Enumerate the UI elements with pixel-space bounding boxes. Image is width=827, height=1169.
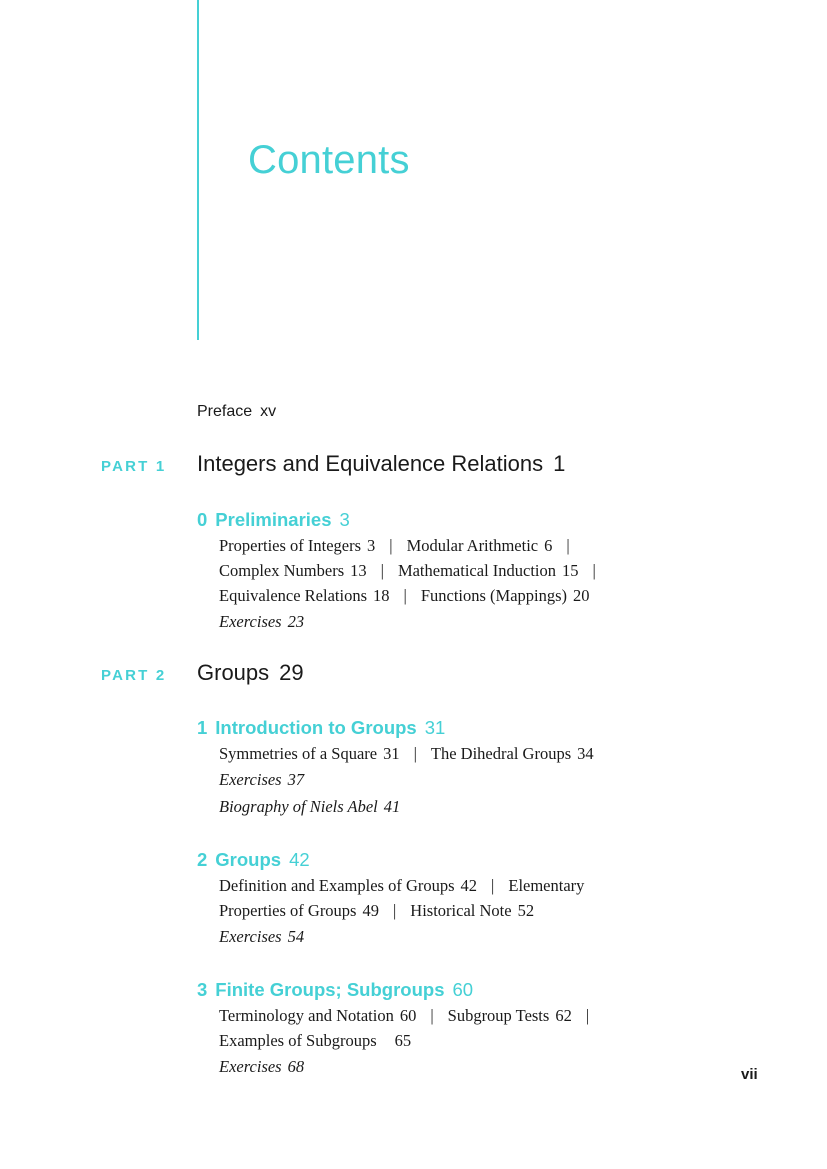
chapter-1	[197, 715, 594, 820]
entry-title: Complex Numbers	[219, 561, 345, 580]
toc-entry[interactable]	[219, 586, 390, 605]
toc-line	[219, 873, 584, 898]
toc-entry[interactable]	[398, 561, 579, 580]
part-2-title[interactable]	[197, 660, 304, 686]
entry-page: 60	[399, 1006, 417, 1025]
entry-title: Historical Note	[410, 901, 512, 920]
entry-title: Exercises	[219, 927, 282, 946]
chapter-page: 3	[339, 509, 350, 530]
entry-title: Exercises	[219, 1057, 282, 1076]
exercises-entry[interactable]	[219, 612, 304, 631]
chapter-title: Introduction to Groups	[215, 717, 417, 738]
entry-title: Exercises	[219, 770, 282, 789]
part-1-title-text: Integers and Equivalence Relations	[197, 451, 544, 476]
separator: |	[413, 744, 417, 763]
chapter-2-heading[interactable]	[197, 847, 584, 873]
entry-page: 34	[577, 744, 594, 763]
toc-entry[interactable]	[407, 536, 553, 555]
entry-page: 65	[394, 1031, 412, 1050]
entry-page: 15	[562, 561, 579, 580]
preface-page: xv	[260, 403, 277, 420]
entry-page: 37	[287, 770, 305, 789]
chapter-1-entries	[197, 741, 594, 820]
toc-entry[interactable]	[219, 536, 375, 555]
toc-entry[interactable]	[219, 1006, 416, 1025]
toc-entry[interactable]	[219, 561, 367, 580]
toc-line-italic	[219, 608, 610, 635]
entry-title: Functions (Mappings)	[420, 586, 568, 605]
entry-title: Biography of Niels Abel	[219, 797, 378, 816]
part-2-page: 29	[279, 660, 304, 685]
chapter-0-entries	[197, 533, 610, 635]
entry-page: 13	[350, 561, 367, 580]
toc-entry[interactable]	[219, 1031, 411, 1050]
toc-line	[219, 533, 610, 558]
entry-title: Properties of Integers	[219, 536, 362, 555]
entry-page: 62	[555, 1006, 572, 1025]
part-2-title-text: Groups	[197, 660, 270, 685]
entry-page: 20	[573, 586, 590, 605]
chapter-3-heading[interactable]	[197, 977, 603, 1003]
entry-page: 68	[287, 1057, 305, 1076]
entry-title: Elementary	[508, 876, 585, 895]
toc-line-italic	[219, 766, 594, 793]
toc-entry[interactable]	[421, 586, 590, 605]
toc-entry[interactable]	[219, 876, 477, 895]
entry-page: 42	[460, 876, 478, 895]
toc-line	[219, 898, 584, 923]
toc-entry[interactable]	[448, 1006, 572, 1025]
entry-page: 18	[373, 586, 390, 605]
chapter-number: 2	[197, 849, 208, 870]
exercises-entry[interactable]	[219, 770, 304, 789]
part-2-label: PART 2	[101, 667, 167, 684]
chapter-page: 42	[289, 849, 310, 870]
entry-page: 49	[362, 901, 379, 920]
separator: |	[403, 586, 407, 605]
page-title: Contents	[248, 138, 410, 182]
entry-title: Modular Arithmetic	[406, 536, 539, 555]
separator: |	[491, 876, 495, 895]
exercises-entry[interactable]	[219, 1057, 304, 1076]
entry-title: Symmetries of a Square	[219, 744, 378, 763]
toc-entry[interactable]	[219, 901, 379, 920]
chapter-page: 31	[424, 717, 446, 738]
chapter-2	[197, 847, 584, 950]
entry-page: 31	[383, 744, 400, 763]
accent-vertical-rule	[197, 0, 199, 340]
toc-line	[219, 741, 594, 766]
preface-entry[interactable]	[197, 403, 276, 421]
toc-line-italic	[219, 793, 594, 820]
toc-line-italic	[219, 1053, 603, 1080]
toc-line	[219, 1028, 603, 1053]
chapter-3	[197, 977, 603, 1080]
chapter-title: Preliminaries	[215, 509, 332, 530]
chapter-page: 60	[452, 979, 474, 1000]
entry-title: Terminology and Notation	[219, 1006, 394, 1025]
entry-page: 52	[517, 901, 535, 920]
toc-line	[219, 583, 610, 608]
entry-title: Definition and Examples of Groups	[219, 876, 455, 895]
biography-entry[interactable]	[219, 797, 400, 816]
entry-page: 41	[383, 797, 401, 816]
toc-entry[interactable]	[219, 744, 400, 763]
chapter-2-entries	[197, 873, 584, 950]
chapter-number: 1	[197, 717, 208, 738]
separator: |	[392, 901, 397, 920]
chapter-title: Groups	[215, 849, 282, 870]
preface-label: Preface	[197, 403, 253, 420]
entry-page: 54	[287, 927, 305, 946]
chapter-0-heading[interactable]	[197, 507, 610, 533]
chapter-number: 0	[197, 509, 208, 530]
entry-title: Examples of Subgroups	[219, 1031, 377, 1050]
separator: |	[389, 536, 393, 555]
entry-title: Equivalence Relations	[219, 586, 367, 605]
chapter-title: Finite Groups; Subgroups	[215, 979, 445, 1000]
chapter-3-entries	[197, 1003, 603, 1080]
toc-line	[219, 558, 610, 583]
chapter-number: 3	[197, 979, 208, 1000]
toc-line	[219, 1003, 603, 1028]
toc-entry[interactable]	[431, 744, 594, 763]
part-1-title[interactable]	[197, 451, 565, 477]
entry-title: Mathematical Induction	[397, 561, 557, 580]
separator: |	[585, 1006, 590, 1025]
exercises-entry[interactable]	[219, 927, 304, 946]
page-number: vii	[741, 1066, 758, 1083]
entry-page: 3	[367, 536, 376, 555]
toc-entry[interactable]	[410, 901, 534, 920]
entry-page: 23	[287, 612, 305, 631]
part-1-label: PART 1	[101, 458, 167, 475]
separator: |	[430, 1006, 434, 1025]
entry-title: Properties of Groups	[219, 901, 357, 920]
part-1-page: 1	[553, 451, 566, 476]
entry-page: 6	[544, 536, 553, 555]
chapter-1-heading[interactable]	[197, 715, 594, 741]
separator: |	[592, 561, 596, 580]
separator: |	[566, 536, 570, 555]
entry-title: Exercises	[219, 612, 282, 631]
separator: |	[380, 561, 384, 580]
chapter-0	[197, 507, 610, 635]
entry-title: Subgroup Tests	[447, 1006, 550, 1025]
entry-title: The Dihedral Groups	[430, 744, 572, 763]
toc-line-italic	[219, 923, 584, 950]
toc-entry[interactable]	[508, 876, 584, 895]
